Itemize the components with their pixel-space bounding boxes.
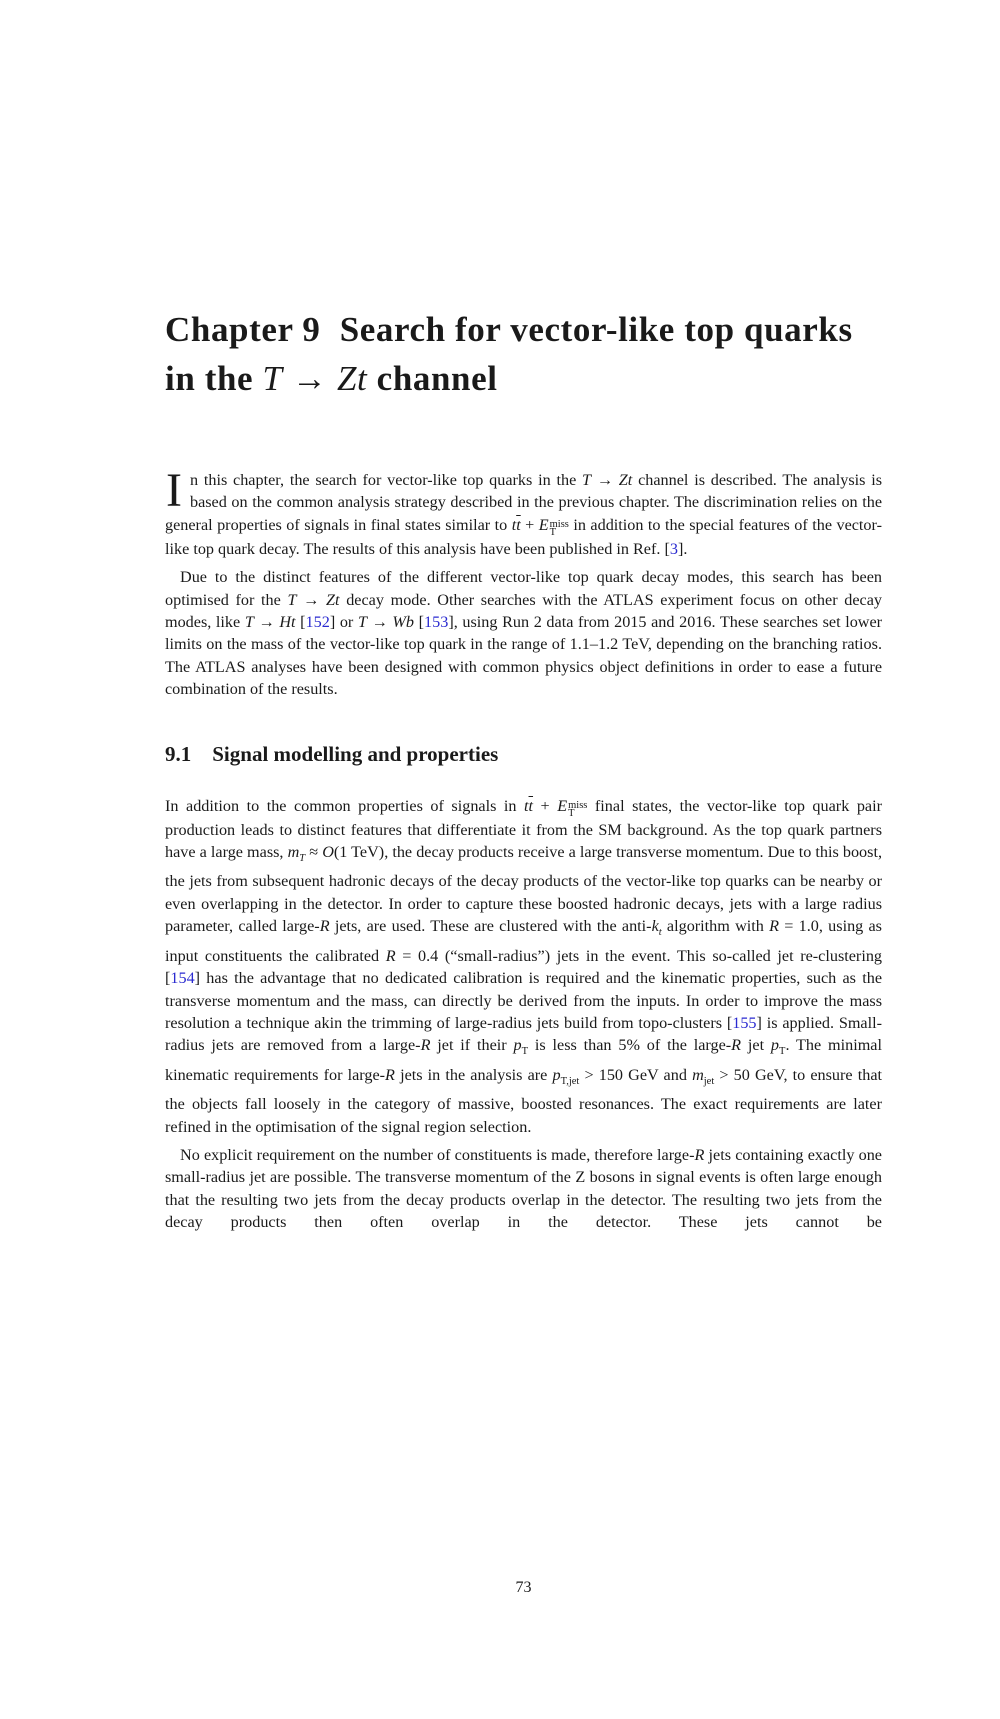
math-subscript: t [658,927,662,939]
math-operator: → [366,613,393,632]
math-symbol: Zt [618,471,633,489]
citation-link[interactable]: 3 [669,539,678,558]
citation-link[interactable]: 152 [305,613,330,632]
citation-link[interactable]: 154 [170,969,195,988]
text-run: decay mode. Other searches with the ATLAS experiment focus on other decay modes, like [165,590,883,632]
math-symbol: R [694,1145,705,1164]
math-operator: + [520,515,539,534]
math-subscript: T [568,808,575,820]
text-run: Search for vector-like top quarks in the [165,310,853,398]
chapter-title [165,305,882,403]
math-supsub [549,518,569,539]
math-symbol: Zt [326,590,340,609]
citation-link[interactable]: 153 [424,613,449,632]
math-symbol: T [244,613,254,632]
text-run: jets in the analysis are [394,1065,553,1084]
math-symbol: R [385,946,396,965]
paragraph-text [165,464,882,558]
text-run: in addition to the special features of the vector-like top quark decay. The results of this analysis have been published in Ref. [ [165,515,882,558]
text-run: . The minimal kinematic requirements for large- [165,1036,882,1084]
math-symbol: E [538,515,549,534]
math-subscript: T [549,527,557,539]
math-symbol: R [731,1036,742,1055]
math-symbol: R [769,917,780,936]
math-subscript: T,jet [560,1075,580,1087]
section-heading [165,741,882,767]
intro-paragraph-2 [165,566,882,700]
math-operator: → [282,359,337,398]
math-operator: ≈ [305,843,323,862]
math-symbol-overline: $\overline{t}$ [516,515,521,534]
section-paragraph-1 [165,795,882,1138]
math-operator: + [533,796,558,815]
math-operator: → [591,471,619,489]
math-symbol: k [651,917,659,936]
text-run: jet [741,1036,771,1055]
text-run: jets containing exactly one small-radius jet are possible. The transverse momentum of the Z bosons in signal events is often large enough that the resulting two jets from the decay products overlap in the detector. The resulting two jets from the decay products then often overlap in the detector. These jets cannot be [165,1145,882,1232]
math-subscript: jet [703,1075,715,1087]
section-title: Signal modelling and properties [212,741,499,766]
text-run: [ [414,613,425,632]
text-run: n this chapter, the search for vector-like top quarks in the [189,471,583,489]
text-run: ] is applied. Small-radius jets are removed from a large- [165,1013,882,1055]
math-symbol: R [420,1036,431,1055]
math-symbol: T [357,613,367,632]
text-run: Due to the distinct features of the different vector-like top quark decay modes, this search has been optimised for the [165,568,882,609]
intro-paragraph-1 [165,464,882,560]
text-run: jet if their [430,1036,514,1055]
math-symbol: Ht [279,613,296,632]
text-run: is less than 5% of the large- [528,1036,732,1055]
text-run: (1 TeV), the decay products receive a large transverse momentum. Due to this boost, the jets from subsequent hadronic decays of the decay products of the vector-like top quarks can be nearby or even overlapping in the detector. In order to capture these boosted hadronic decays, jets with a large radius parameter, called large- [165,843,882,936]
math-symbol: E [557,796,568,815]
math-symbol: p [513,1036,522,1055]
text-run: In addition to the common properties of signals in [165,796,525,815]
text-run: algorithm with [661,917,770,936]
section-number: 9.1 [165,741,192,766]
math-symbol: Zt [336,359,368,398]
text-run: ] has the advantage that no dedicated calibration is required and the kinematic properties, such as the transverse momentum and the mass, can directly be derived from the inputs. In order to improve the mass resolution a technique akin the trimming of large-radius jets build from topo-clusters [ [165,969,882,1032]
math-symbol: m [287,843,300,862]
chapter-number: Chapter 9 [165,310,321,349]
text-run: > 50 GeV, to ensure that the objects fall loosely in the category of massive, boosted resonances. The exact requirements are later refined in the optimisation of the signal region selection. [165,1065,883,1136]
math-symbol: t [511,515,517,534]
math-operator: → [253,613,280,632]
math-symbol: p [552,1065,561,1084]
math-symbol: T [262,359,283,398]
text-run: ], using Run 2 data from 2015 and 2016. These searches set lower limits on the mass of the vector-like top quark in the range of 1.1–1.2 TeV, depending on the branching ratios. The ATLAS analyses have been designed with common physics object definitions in order to ease a future combination of the results. [165,613,883,699]
math-subscript: T [779,1046,786,1058]
math-symbol-overline: $\overline{t}$ [528,796,534,815]
text-run: final states, the vector-like top quark pair production leads to distinct features that differentiate it from the SM background. As the top quark partners have a large mass, [165,796,882,862]
page-number: 73 [515,1579,532,1596]
math-operator: → [296,590,327,609]
math-symbol: R [385,1065,395,1084]
math-symbol: m [692,1065,704,1084]
math-symbol: O [322,843,334,862]
math-subscript: T [299,853,306,865]
math-symbol: R [319,917,330,936]
math-symbol: p [770,1036,780,1055]
math-symbol: T [582,471,592,489]
section-paragraph-2 [165,1144,882,1234]
text-run: jets, are used. These are clustered with the anti- [329,917,652,936]
math-subscript: T [521,1046,529,1058]
text-run: > 150 GeV and [579,1065,693,1084]
document-page [0,305,1000,1719]
dropcap-letter: I [166,464,182,517]
math-superscript: miss [549,518,569,530]
math-supsub [568,799,588,820]
text-run: ]. [677,539,688,558]
text-run: [ [295,613,306,632]
citation-link[interactable]: 155 [732,1013,757,1032]
text-run: channel [367,359,498,398]
text-run: ] or [329,613,358,632]
math-symbol: t [524,796,529,815]
text-run: channel is described. The analysis is based on the common analysis strategy described in the previous chapter. The discrimination relies on the general properties of signals in final states similar to [165,471,882,534]
text-run: = 1.0, using as input constituents the calibrated [165,917,882,965]
math-superscript: miss [568,799,588,811]
math-symbol: Wb [392,613,414,632]
text-run: No explicit requirement on the number of constituents is made, therefore large- [180,1145,695,1164]
math-symbol: T [287,590,297,609]
text-run: = 0.4 (“small-radius”) jets in the event. This so-called jet re-clustering [ [165,946,883,988]
